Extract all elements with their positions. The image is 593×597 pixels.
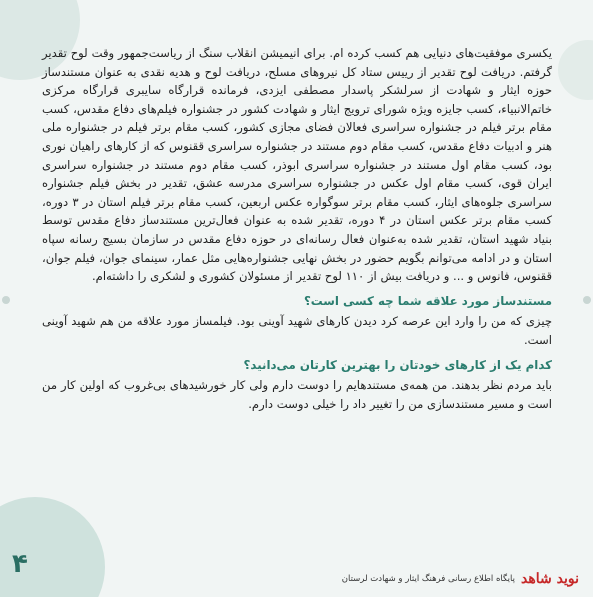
page-number: ۴ xyxy=(12,549,28,579)
footer-site-name: پایگاه اطلاع رسانی فرهنگ ایثار و شهادت لرستان xyxy=(341,574,516,584)
decorative-circle xyxy=(558,40,593,100)
decorative-circle xyxy=(0,497,105,597)
carousel-next-dot[interactable] xyxy=(583,296,591,304)
paragraph-achievements: یکسری موفقیت‌های دنیایی هم کسب کرده ام. برای انیمیشن انقلاب سنگ از ریاست‌جمهور وقت لوح تقدیر گرفتم. دریافت لوح تقدیر از رییس ستاد کل نیروهای مسلح، دریافت لوح و هدیه نقدی به عنوان مستندساز حوزه ایثار و شهادت از سرلشکر پاسدار مصطفی ایزدی، فرمانده قرارگاه سایبری قرارگاه مرکزی خاتم‌الانبیاء، کسب جایزه ویژه شورای ترویج ایثار و شهادت کشور در جشنواره فیلم‌های دفاع مقدس، کسب مقام برتر فیلم در جشنواره سراسری فعالان فضای مجازی کشور، کسب مقام برتر فیلم در جشنواره ملی هنر و ادبیات دفاع مقدس، کسب مقام دوم مستند در جشنواره سراسری ققنوس که از کارهای راهیان نوری بود، کسب مقام اول مستند در جشنواره سراسری ابوذر، کسب مقام دوم مستند در جشنواره سراسری ایران قوی، کسب مقام اول عکس در جشنواره سراسری مدرسه عشق، تقدیر در بخش فیلم جشنواره سراسری جلوه‌های ایثار، کسب مقام برتر سوگواره عکس اربعین، کسب مقام برتر فیلم استان در ۳ دوره، کسب مقام برتر عکس استان در ۴ دوره، تقدیر شده به عنوان فعال‌ترین مستندساز دفاع مقدس توسط بنیاد شهید استان، تقدیر شده به‌عنوان فعال رسانه‌ای در حوزه دفاع مقدس در سازمان بسیج رسانه سپاه استان و در ادامه می‌توانم بگویم حضور در بخش نهایی جشنواره‌هایی مثل عمار، سینمای جوان، فیلم جوان، ققنوس، فانوس و ... و دریافت بیش از ۱۱۰ لوح تقدیر از مسئولان کشوری و لشکری را داشته‌ام. xyxy=(42,46,552,284)
question-best-work: کدام یک از کارهای خودتان را بهترین کارتان می‌دانید؟ xyxy=(243,357,552,372)
question-favorite-documentarian: مستندساز مورد علاقه شما چه کسی است؟ xyxy=(303,293,552,308)
answer-favorite-documentarian: چیزی که من را وارد این عرصه کرد دیدن کارهای شهید آوینی بود. فیلمساز مورد علاقه من هم شهید آوینی است. xyxy=(42,314,552,347)
footer-branding xyxy=(342,571,579,587)
article-content xyxy=(42,44,552,419)
navid-shahed-logo: نوید شاهد xyxy=(521,571,579,587)
answer-best-work: باید مردم نظر بدهند. من همه‌ی مستندهایم را دوست دارم ولی کار خورشیدهای بی‌غروب که اولین کار من است و مسیر مستندسازی من را تغییر داد را خیلی دوست دارم. xyxy=(42,378,552,411)
carousel-prev-dot[interactable] xyxy=(2,296,10,304)
